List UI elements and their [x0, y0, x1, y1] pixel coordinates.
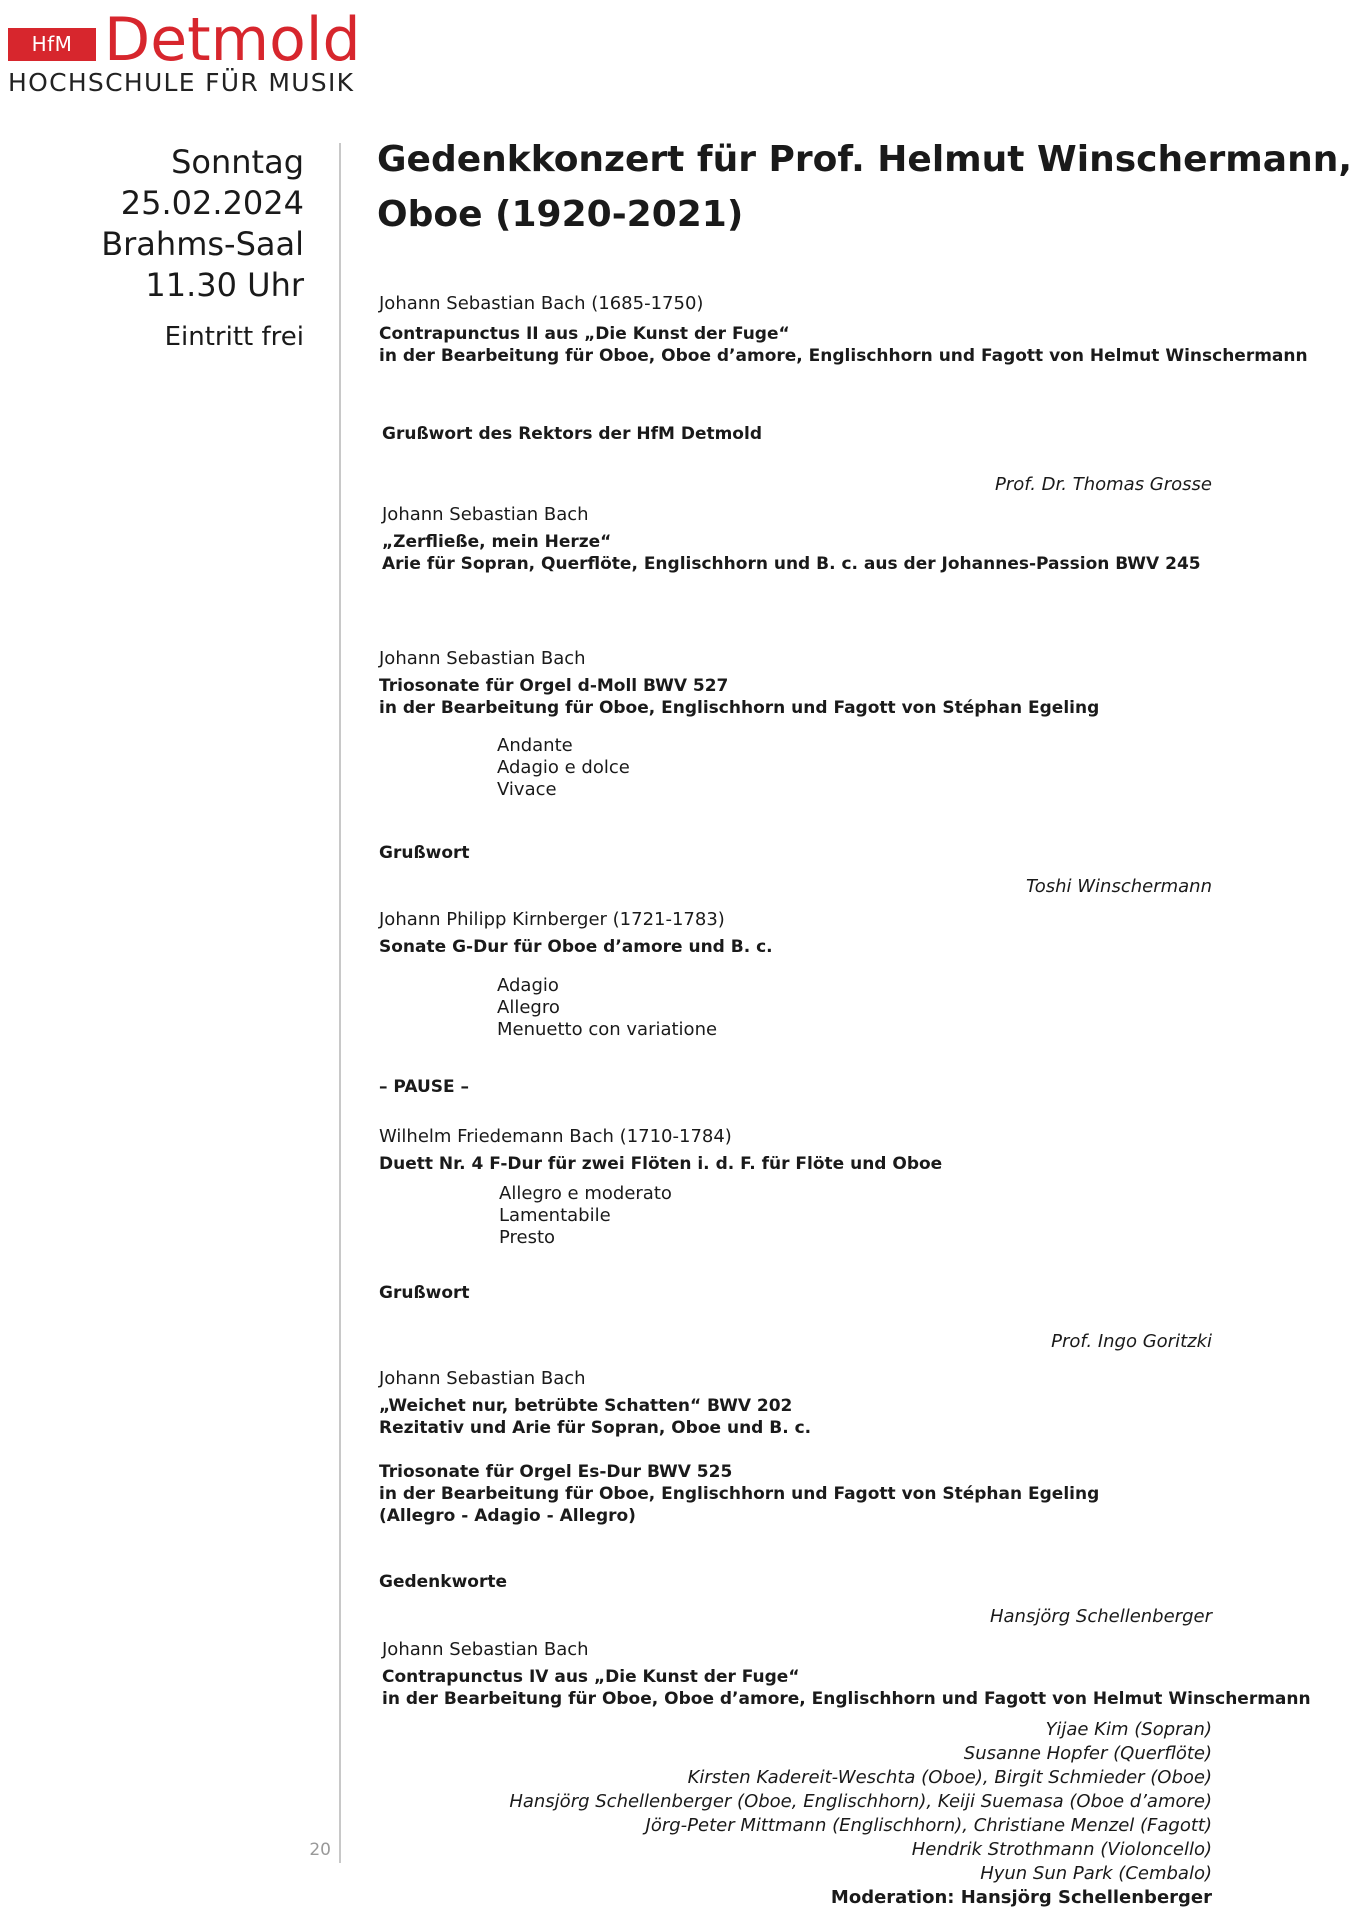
column-divider: [339, 143, 341, 1863]
p7-work: Contrapunctus IV aus „Die Kunst der Fuge“ in der Bearbeitung für Oboe, Oboe d’amore, Englischhorn und Fagott von Helmut Winschermann: [382, 1667, 1311, 1709]
p4-movements: Adagio Allegro Menuetto con variatione: [497, 975, 718, 1040]
credit-line: Hendrik Strothmann (Violoncello): [911, 1839, 1212, 1860]
speech-2-speaker: Toshi Winschermann: [1025, 876, 1212, 897]
performer-credits: [509, 1718, 1212, 1910]
credit-line: Yijae Kim (Sopran): [1045, 1719, 1212, 1740]
p6-composer: Johann Sebastian Bach: [379, 1368, 586, 1389]
event-day: Sonntag: [171, 143, 304, 181]
speech-3-speaker: Prof. Ingo Goritzki: [1051, 1331, 1212, 1352]
p3-work: Triosonate für Orgel d-Moll BWV 527 in der Bearbeitung für Oboe, Englischhorn und Fagott von Stéphan Egeling: [379, 676, 1100, 718]
credit-line: Jörg-Peter Mittmann (Englischhorn), Christiane Menzel (Fagott): [645, 1815, 1212, 1836]
event-admission: Eintritt frei: [164, 322, 304, 352]
credit-line: Kirsten Kadereit-Weschta (Oboe), Birgit Schmieder (Oboe): [687, 1767, 1212, 1788]
p4-work: Sonate G-Dur für Oboe d’amore und B. c.: [379, 937, 773, 957]
p6-triosonate: Triosonate für Orgel Es-Dur BWV 525 in der Bearbeitung für Oboe, Englischhorn und Fagott von Stéphan Egeling (Allegro - Adagio - Allegro): [379, 1462, 1100, 1526]
pause-label: – PAUSE –: [379, 1077, 470, 1097]
event-date: 25.02.2024: [120, 184, 304, 222]
speech-3-label: Grußwort: [379, 1283, 470, 1303]
speech-4-speaker: Hansjörg Schellenberger: [989, 1606, 1212, 1627]
p6-work: „Weichet nur, betrübte Schatten“ BWV 202 Rezitativ und Arie für Sopran, Oboe und B. c.: [379, 1396, 812, 1438]
logo-badge: HfM: [8, 28, 96, 61]
p5-composer: Wilhelm Friedemann Bach (1710-1784): [379, 1126, 732, 1147]
p7-composer: Johann Sebastian Bach: [382, 1639, 589, 1660]
page-number: 20: [309, 1840, 331, 1860]
speech-2-label: Grußwort: [379, 843, 470, 863]
speech-1-speaker: Prof. Dr. Thomas Grosse: [994, 474, 1212, 495]
p1-composer: Johann Sebastian Bach (1685-1750): [379, 293, 704, 314]
credit-line: Hansjörg Schellenberger (Oboe, Englischhorn), Keiji Suemasa (Oboe d’amore): [509, 1791, 1212, 1812]
credit-line: Hyun Sun Park (Cembalo): [980, 1863, 1212, 1884]
event-time: 11.30 Uhr: [145, 266, 304, 304]
p3-composer: Johann Sebastian Bach: [379, 648, 586, 669]
p5-work: Duett Nr. 4 F-Dur für zwei Flöten i. d. F. für Flöte und Oboe: [379, 1154, 943, 1174]
p2-composer: Johann Sebastian Bach: [382, 504, 589, 525]
p1-work: Contrapunctus II aus „Die Kunst der Fuge“ in der Bearbeitung für Oboe, Oboe d’amore, Englischhorn und Fagott von Helmut Winschermann: [379, 324, 1308, 366]
logo-wordmark: Detmold: [104, 5, 361, 75]
p4-composer: Johann Philipp Kirnberger (1721-1783): [379, 909, 725, 930]
speech-1-label: Grußwort des Rektors der HfM Detmold: [382, 424, 762, 444]
p3-movements: Andante Adagio e dolce Vivace: [497, 735, 630, 800]
p5-movements: Allegro e moderato Lamentabile Presto: [499, 1183, 672, 1248]
speech-4-label: Gedenkworte: [379, 1572, 508, 1592]
p2-work: „Zerfließe, mein Herze“ Arie für Sopran, Querflöte, Englischhorn und B. c. aus der Johannes-Passion BWV 245: [382, 532, 1201, 574]
credit-line: Susanne Hopfer (Querflöte): [963, 1743, 1212, 1764]
event-venue: Brahms-Saal: [101, 225, 304, 263]
moderation-credit: Moderation: Hansjörg Schellenberger: [830, 1887, 1212, 1908]
logo-subtitle: HOCHSCHULE FÜR MUSIK: [8, 68, 355, 97]
concert-title: Gedenkkonzert für Prof. Helmut Winschermann, Oboe (1920-2021): [377, 139, 1352, 235]
